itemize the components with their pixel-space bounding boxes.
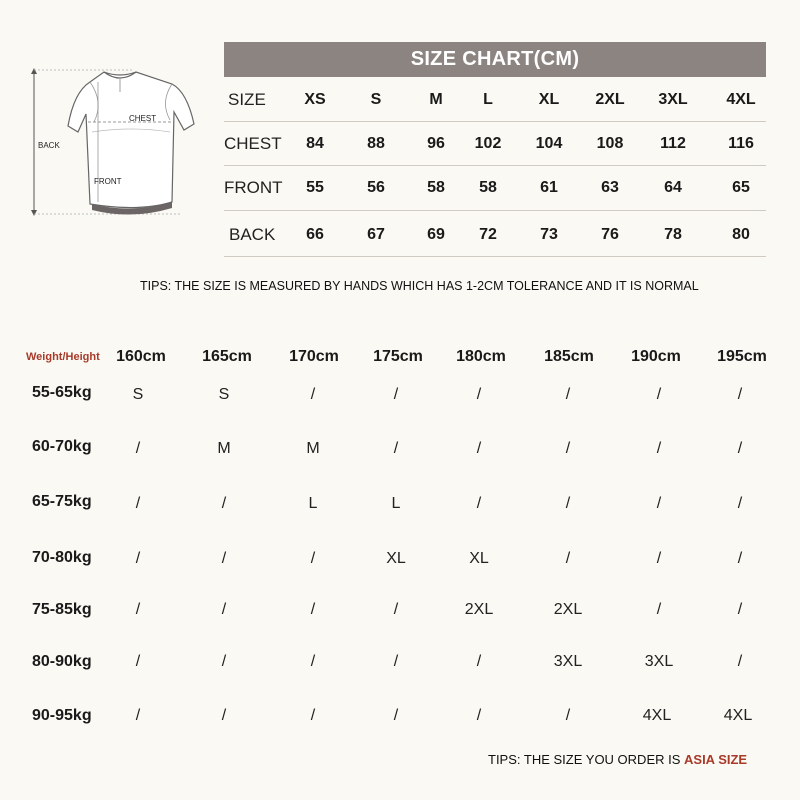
jersey-illustration — [22, 62, 212, 222]
weight-cell: / — [565, 386, 571, 403]
size-cell: 80 — [732, 226, 750, 243]
size-cell: 84 — [306, 135, 324, 152]
table-divider — [224, 256, 766, 257]
weight-cell: / — [393, 707, 399, 724]
weight-cell: / — [393, 440, 399, 457]
weight-row-label: 55-65kg — [32, 384, 92, 401]
tolerance-tip: TIPS: THE SIZE IS MEASURED BY HANDS WHICH HAS 1-2CM TOLERANCE AND IT IS NORMAL — [140, 279, 699, 293]
size-header-row — [224, 78, 766, 122]
weight-cell: / — [310, 386, 316, 403]
size-cell: 108 — [596, 135, 624, 152]
weight-row-label: 90-95kg — [32, 707, 92, 724]
size-cell: 104 — [535, 135, 563, 152]
weight-row-label: 75-85kg — [32, 601, 92, 618]
jersey-diagram — [22, 62, 212, 222]
weight-cell: / — [737, 386, 743, 403]
weight-cell: / — [656, 550, 662, 567]
size-row-back — [224, 213, 766, 257]
weight-cell: / — [476, 707, 482, 724]
weight-cell: / — [310, 653, 316, 670]
size-cell: 64 — [664, 179, 682, 196]
size-cell: 67 — [367, 226, 385, 243]
weight-cell: S — [132, 386, 144, 403]
size-cell: 78 — [664, 226, 682, 243]
weight-cell: / — [135, 653, 141, 670]
size-row-chest — [224, 122, 766, 166]
size-cell: 88 — [367, 135, 385, 152]
size-cell: 56 — [367, 179, 385, 196]
weight-row-label: 60-70kg — [32, 438, 92, 455]
size-header-cell: 2XL — [595, 91, 625, 108]
height-header: 190cm — [631, 348, 681, 365]
weight-row-label: 65-75kg — [32, 493, 92, 510]
weight-cell: / — [221, 550, 227, 567]
jersey-label-back: BACK — [38, 141, 60, 150]
weight-cell: / — [310, 601, 316, 618]
weight-cell: 4XL — [723, 707, 753, 724]
weight-cell: XL — [469, 550, 489, 567]
size-cell: 76 — [601, 226, 619, 243]
height-header: 175cm — [373, 348, 423, 365]
size-row-front — [224, 166, 766, 210]
weight-cell: / — [221, 495, 227, 512]
weight-cell: / — [737, 495, 743, 512]
weight-cell: L — [308, 495, 318, 512]
weight-cell: 2XL — [464, 601, 494, 618]
weight-cell: / — [656, 440, 662, 457]
size-cell: 65 — [732, 179, 750, 196]
size-header-cell: L — [483, 91, 493, 108]
size-cell: 96 — [427, 135, 445, 152]
size-chart-title: SIZE CHART(CM) — [224, 42, 766, 77]
weight-cell: / — [737, 440, 743, 457]
weight-cell: / — [135, 550, 141, 567]
size-header-cell: M — [429, 91, 443, 108]
weight-cell: / — [393, 386, 399, 403]
weight-cell: 2XL — [553, 601, 583, 618]
weight-cell: / — [135, 601, 141, 618]
size-cell: 72 — [479, 226, 497, 243]
height-header: 160cm — [116, 348, 166, 365]
weight-cell: / — [737, 653, 743, 670]
weight-cell: / — [737, 550, 743, 567]
size-cell: 102 — [474, 135, 502, 152]
weight-cell: / — [393, 601, 399, 618]
jersey-label-front: FRONT — [94, 177, 122, 186]
weight-cell: XL — [386, 550, 406, 567]
size-cell: 112 — [660, 135, 686, 152]
table-divider — [224, 210, 766, 211]
size-header-cell: S — [370, 91, 382, 108]
weight-cell: M — [217, 440, 231, 457]
weight-cell: M — [306, 440, 320, 457]
weight-cell: / — [476, 440, 482, 457]
weight-cell: / — [135, 707, 141, 724]
weight-cell: / — [656, 601, 662, 618]
weight-cell: / — [476, 495, 482, 512]
size-cell: 63 — [601, 179, 619, 196]
weight-cell: / — [737, 601, 743, 618]
size-cell: 55 — [306, 179, 324, 196]
asia-size-tip — [488, 752, 747, 767]
weight-cell: / — [656, 495, 662, 512]
weight-row-label: 80-90kg — [32, 653, 92, 670]
weight-cell: / — [135, 495, 141, 512]
size-header-cell: XL — [538, 91, 560, 108]
size-cell: 66 — [306, 226, 324, 243]
weight-cell: / — [310, 707, 316, 724]
weight-cell: 3XL — [644, 653, 674, 670]
size-cell: 58 — [479, 179, 497, 196]
weight-cell: S — [218, 386, 230, 403]
height-header: 195cm — [717, 348, 767, 365]
asia-size-tip-prefix: TIPS: THE SIZE YOU ORDER IS — [488, 752, 685, 767]
weight-cell: / — [221, 707, 227, 724]
weight-cell: / — [476, 653, 482, 670]
weight-cell: 4XL — [642, 707, 672, 724]
size-header-cell: 4XL — [726, 91, 756, 108]
weight-height-corner-label: Weight/Height — [26, 351, 100, 363]
weight-cell: / — [221, 653, 227, 670]
size-cell: 116 — [728, 135, 754, 152]
weight-cell: / — [565, 707, 571, 724]
height-header: 165cm — [202, 348, 252, 365]
weight-cell: / — [310, 550, 316, 567]
height-header: 185cm — [544, 348, 594, 365]
weight-cell: / — [565, 495, 571, 512]
weight-cell: / — [656, 386, 662, 403]
weight-cell: L — [391, 495, 401, 512]
size-row-label: CHEST — [224, 134, 282, 153]
asia-size-highlight: ASIA SIZE — [684, 752, 748, 767]
size-header-label: SIZE — [228, 90, 266, 109]
jersey-label-chest: CHEST — [129, 114, 157, 123]
weight-cell: 3XL — [553, 653, 583, 670]
weight-row-label: 70-80kg — [32, 549, 92, 566]
size-cell: 58 — [427, 179, 445, 196]
size-cell: 61 — [540, 179, 558, 196]
weight-cell: / — [393, 653, 399, 670]
weight-cell: / — [565, 550, 571, 567]
weight-cell: / — [565, 440, 571, 457]
size-row-label: BACK — [229, 225, 276, 244]
size-header-cell: 3XL — [658, 91, 688, 108]
weight-cell: / — [221, 601, 227, 618]
size-row-label: FRONT — [224, 178, 283, 197]
size-header-cell: XS — [304, 91, 326, 108]
weight-cell: / — [135, 440, 141, 457]
height-header: 170cm — [289, 348, 339, 365]
weight-cell: / — [476, 386, 482, 403]
size-cell: 69 — [427, 226, 445, 243]
size-cell: 73 — [540, 226, 558, 243]
height-header: 180cm — [456, 348, 506, 365]
